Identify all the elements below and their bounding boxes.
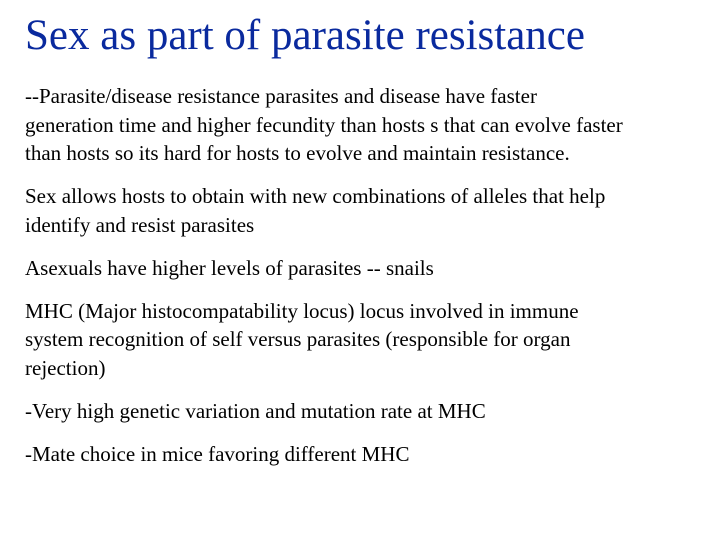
slide-title: Sex as part of parasite resistance [25,12,585,59]
paragraph-line: identify and resist parasites [25,212,255,237]
paragraph-line: Asexuals have higher levels of parasites -- snails [25,255,434,280]
paragraph-resistance [25,82,715,168]
paragraph-line: Sex allows hosts to obtain with new combinations of alleles that help [25,184,606,208]
paragraph-mhc-variation [25,397,715,426]
paragraph-mate-choice [25,440,715,469]
paragraph-line: system recognition of self versus parasites (responsible for organ [25,327,571,351]
paragraph-line: MHC (Major histocompatability locus) locus involved in immune [25,298,579,323]
paragraph-line: -Mate choice in mice favoring different MHC [25,441,410,466]
paragraph-line: rejection) [25,355,106,380]
paragraph-line: --Parasite/disease resistance parasites and disease have faster [25,84,537,108]
paragraph-line: generation time and higher fecundity than hosts s that can evolve faster [25,112,623,137]
paragraph-line: than hosts so its hard for hosts to evolve and maintain resistance. [25,141,570,165]
paragraph-line: -Very high genetic variation and mutation rate at MHC [25,398,486,423]
paragraph-sex-alleles [25,182,715,239]
slide-body [25,82,715,483]
paragraph-asexuals [25,254,715,283]
paragraph-mhc [25,297,715,383]
